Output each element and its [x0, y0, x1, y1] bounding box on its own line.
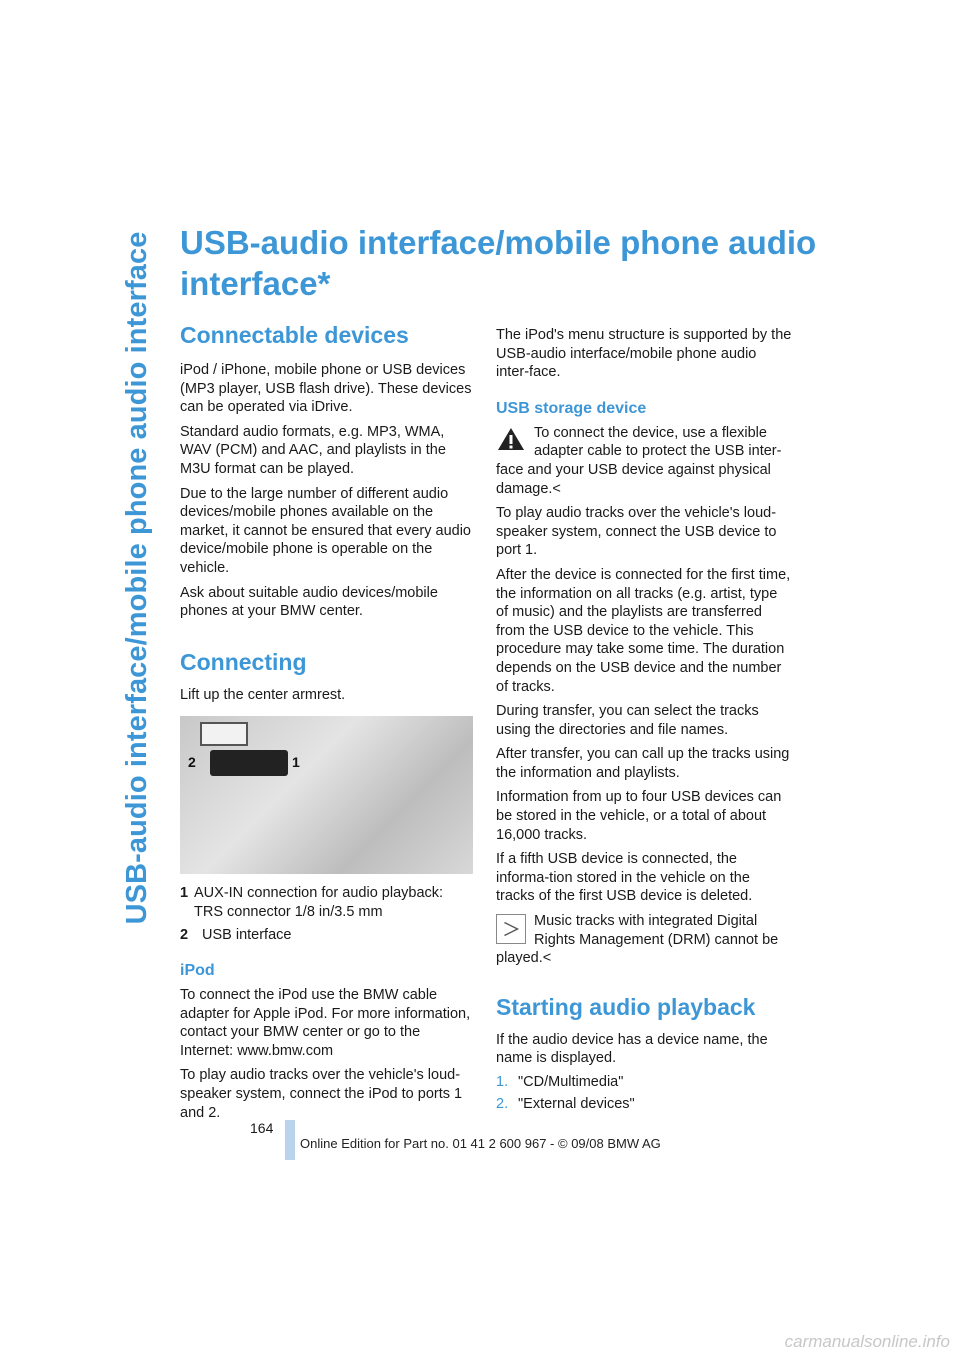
paragraph: Ask about suitable audio devices/mobile phones at your BMW center.: [180, 584, 438, 620]
usb-storage-heading: USB storage device: [496, 399, 647, 417]
paragraph: iPod / iPhone, mobile phone or USB devices (MP3 player, USB flash drive). These devices can be operated via iDrive.: [180, 362, 472, 416]
paragraph: After the device is connected for the first time, the information on all tracks (e.g. artist, type of music) and the playlists are transferred from the USB device to the vehicle. This procedure may take some time. The duration depends on the USB device and the number of tracks.: [496, 566, 791, 695]
footer-text: Online Edition for Part no. 01 41 2 600 967 - © 09/08 BMW AG: [300, 1136, 661, 1151]
legend-item: 2 USB interface: [180, 926, 292, 943]
paragraph: After transfer, you can call up the tracks using the information and playlists.: [496, 746, 790, 781]
page-title: USB-audio interface/mobile phone audio interface*: [180, 224, 817, 302]
paragraph: To connect the iPod use the BMW cable adapter for Apple iPod. For more information, contact your BMW center or go to the Internet: www.bmw.com: [180, 987, 471, 1059]
list-item: 1. "CD/Multimedia": [496, 1074, 624, 1090]
left-column: [180, 322, 475, 1122]
warning-note: To connect the device, use a flexible adapter cable to protect the USB inter-face and your USB device against physical damage.<: [496, 424, 782, 497]
steps-list: [496, 1071, 792, 1115]
side-chapter-title: USB-audio interface/mobile phone audio interface: [121, 231, 153, 925]
paragraph: To play audio tracks over the vehicle's loud-speaker system, connect the USB device to port 1.: [496, 505, 777, 559]
paragraph: To play audio tracks over the vehicle's loud-speaker system, connect the iPod to ports 1 and 2.: [180, 1067, 463, 1121]
arrow-icon: [200, 722, 248, 746]
list-item: 2. "External devices": [496, 1096, 635, 1112]
watermark: carmanualsonline.info: [784, 1332, 950, 1351]
connecting-heading: Connecting: [180, 648, 307, 675]
paragraph: Information from up to four USB devices can be stored in the vehicle, or a total of about 16,000 tracks.: [496, 789, 782, 843]
legend-item: 1 AUX-IN connection for audio playback: TRS connector 1/8 in/3.5 mm: [180, 885, 444, 920]
warning-icon: [496, 426, 526, 452]
right-column: [496, 326, 792, 1115]
paragraph: If a fifth USB device is connected, the informa-tion stored in the vehicle on the tracks of the first USB device is deleted.: [496, 851, 753, 905]
footer-bar: [285, 1120, 295, 1160]
info-note: Music tracks with integrated Digital Rights Management (DRM) cannot be played.<: [496, 913, 779, 967]
page-number: 164: [250, 1120, 274, 1136]
figure-label-1: 1: [292, 754, 300, 771]
paragraph: Due to the large number of different audio devices/mobile phones available on the market, it cannot be ensured that every audio device/mobile phone is operable on the vehicle.: [180, 485, 471, 576]
port-panel: [210, 750, 288, 776]
paragraph: The iPod's menu structure is supported by the USB-audio interface/mobile phone audio inter-face.: [496, 327, 792, 381]
note-icon: [496, 914, 526, 944]
figure-label-2: 2: [188, 754, 196, 771]
paragraph: Lift up the center armrest.: [180, 686, 346, 703]
paragraph: Standard audio formats, e.g. MP3, WMA, WAV (PCM) and AAC, and playlists in the M3U format can be played.: [180, 423, 446, 477]
paragraph: During transfer, you can select the tracks using the directories and file names.: [496, 703, 759, 738]
armrest-ports-photo: [180, 716, 473, 874]
connectable-devices-heading: Connectable devices: [180, 322, 409, 348]
paragraph: If the audio device has a device name, the name is displayed.: [496, 1031, 768, 1067]
ipod-heading: iPod: [180, 962, 215, 980]
starting-playback-heading: Starting audio playback: [496, 993, 756, 1020]
